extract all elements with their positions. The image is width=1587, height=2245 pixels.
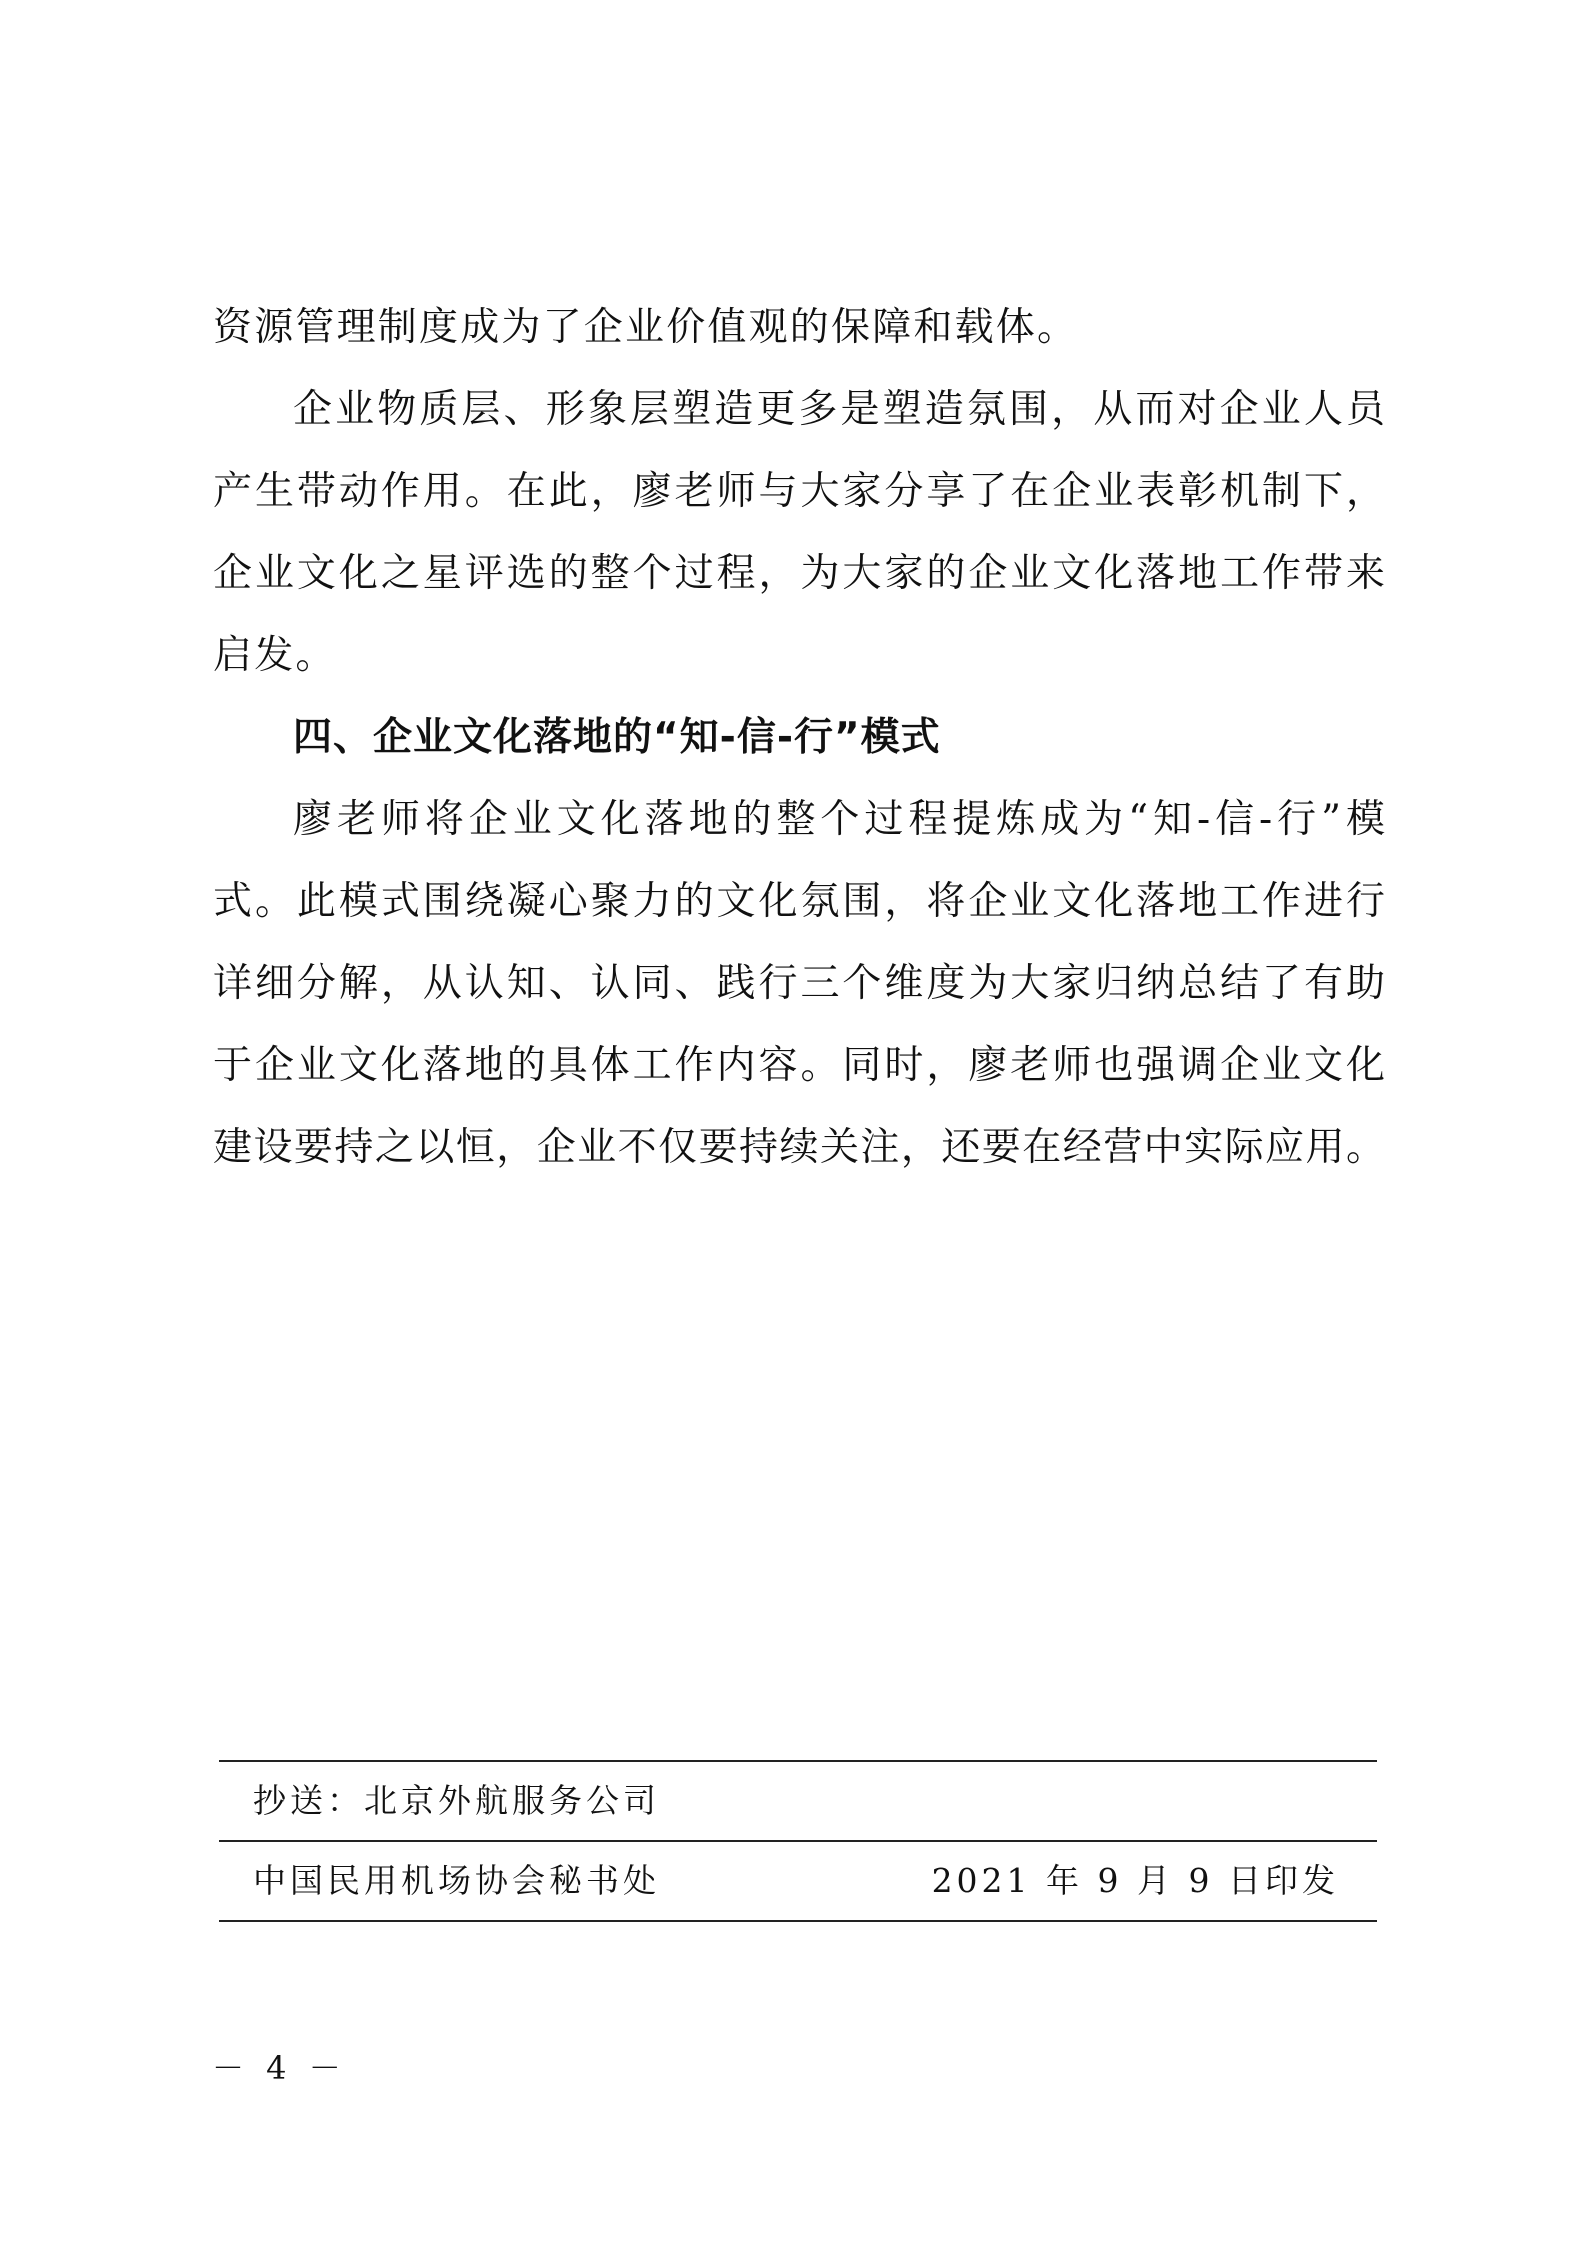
cc-text: 抄送：北京外航服务公司: [253, 1781, 660, 1820]
issuer-text: 中国民用机场协会秘书处: [253, 1861, 660, 1900]
body-text: [213, 287, 1385, 1189]
footer-bottom-rule: [219, 1920, 1377, 1922]
paragraph-line: 式。此模式围绕凝心聚力的文化氛围，将企业文化落地工作进行: [213, 879, 1385, 924]
paragraph-line: 于企业文化落地的具体工作内容。同时，廖老师也强调企业文化: [213, 1043, 1385, 1088]
paragraph-line: 企业文化之星评选的整个过程，为大家的企业文化落地工作带来: [213, 551, 1385, 596]
paragraph-line: 启发。: [213, 633, 337, 678]
paragraph-line: 廖老师将企业文化落地的整个过程提炼成为“知-信-行”模: [293, 797, 1385, 842]
cc-row: [219, 1762, 1377, 1840]
page-number: － 4 －: [212, 2049, 347, 2087]
distribution-footer: [219, 1760, 1377, 1922]
paragraph-line: 产生带动作用。在此，廖老师与大家分享了在企业表彰机制下，: [213, 469, 1385, 514]
paragraph-line: 企业物质层、形象层塑造更多是塑造氛围，从而对企业人员: [293, 387, 1385, 432]
issuer-row: [219, 1842, 1377, 1920]
paragraph-line: 资源管理制度成为了企业价值观的保障和载体。: [213, 305, 1079, 350]
paragraph-line: 详细分解，从认知、认同、践行三个维度为大家归纳总结了有助: [213, 961, 1385, 1006]
paragraph-line: 建设要持之以恒，企业不仅要持续关注，还要在经营中实际应用。: [213, 1125, 1385, 1170]
issue-date: 2021 年 9 月 9 日印发: [931, 1861, 1339, 1900]
section-heading: 四、企业文化落地的“知-信-行”模式: [293, 715, 941, 760]
